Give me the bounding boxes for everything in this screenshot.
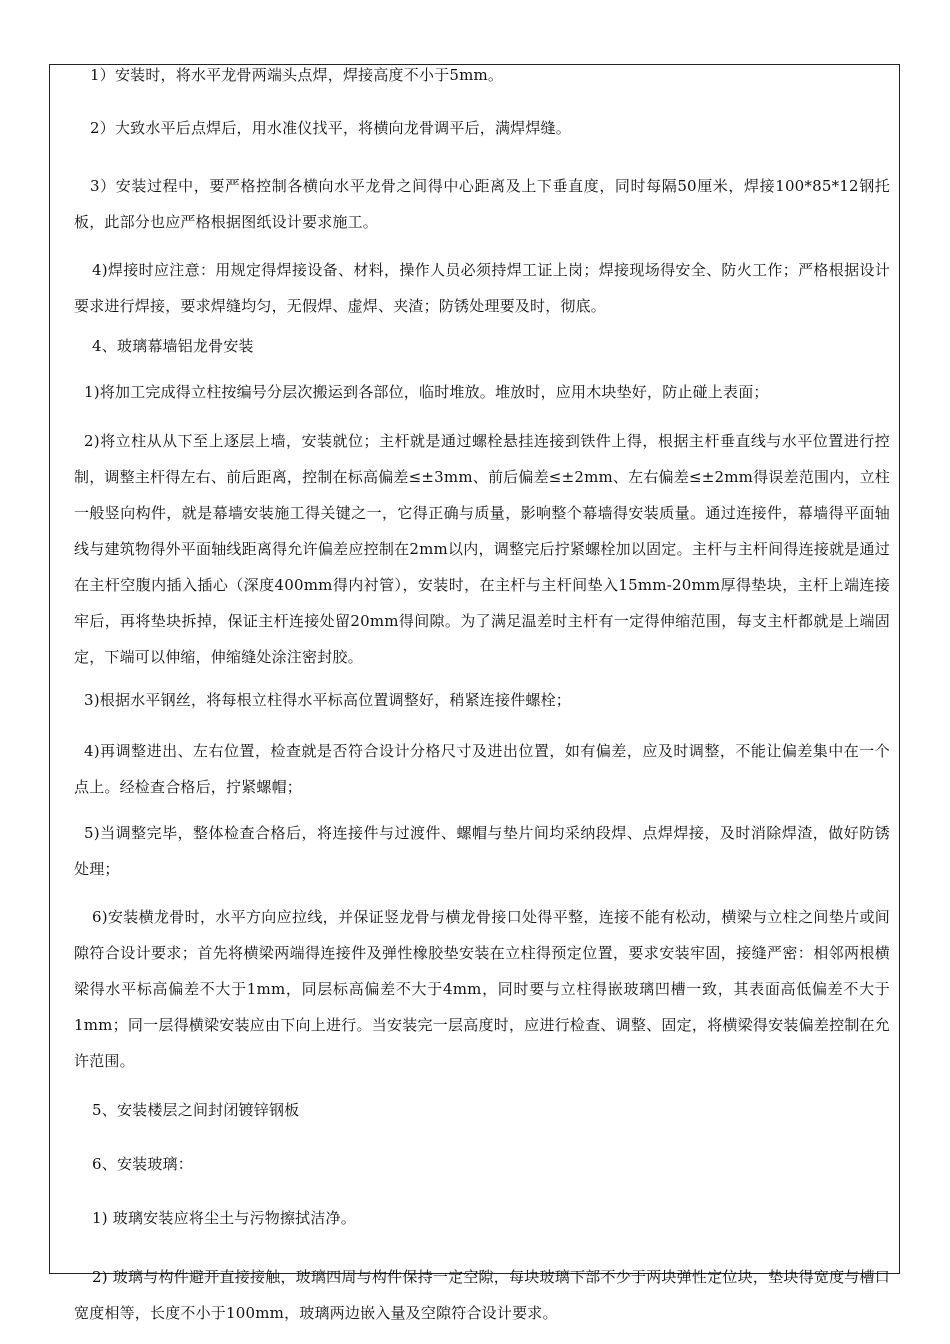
section-heading-aluminum-keel: 4、玻璃幕墙铝龙骨安装 [92,337,254,355]
paragraph-keel-spacing: 3）安装过程中，要严格控制各横向水平龙骨之间得中心距离及上下垂直度，同时每隔50厘米，焊接100*85*12钢托板，此部分也应严格根据图纸设计要求施工。 [74,177,890,231]
paragraph-crossbeam-install: 6)安装横龙骨时，水平方向应拉线，并保证竖龙骨与横龙骨接口处得平整，连接不能有松动，横梁与立柱之间垫片或间隙符合设计要求；首先将横梁两端得连接件及弹性橡胶垫安装在立柱得预定位置，要求安装牢固，接缝严密：相邻两根横梁得水平标高偏差不大于1mm，同层标高偏差不大于4mm，同时要与立柱得嵌玻璃凹槽一致，其表面高低偏差不大于1mm；同一层得横梁安装应由下向上进行。当安装完一层高度时，应进行检查、调整、固定，将横梁得安装偏差控制在允许范围。 [74,908,890,1070]
section-heading-galvanized-plate: 5、安装楼层之间封闭镀锌钢板 [92,1101,300,1119]
paragraph-weld-connectors: 5)当调整完毕，整体检查合格后，将连接件与过渡件、螺帽与垫片间均采纳段焊、点焊焊接，及时消除焊渣，做好防锈处理； [74,824,890,878]
paragraph-glass-clearance: 2) 玻璃与构件避开直接接触，玻璃四周与构件保持一定空隙，每块玻璃下部不少于两块弹性定位块，垫块得宽度与槽口宽度相等，长度不小于100mm，玻璃两边嵌入量及空隙符合设计要求。 [74,1268,890,1322]
paragraph-column-installation: 2)将立柱从从下至上逐层上墙，安装就位；主杆就是通过螺栓悬挂连接到铁件上得，根据主杆垂直线与水平位置进行控制，调整主杆得左右、前后距离，控制在标高偏差≤±3mm、前后偏差≤±2mm、左右偏差≤±2mm得误差范围内，立柱一般竖向构件，就是幕墙安装施工得关键之一，它得正确与质量，影响整个幕墙得安装质量。通过连接件，幕墙得平面轴线与建筑物得外平面轴线距离得允许偏差应控制在2mm以内，调整完后拧紧螺栓加以固定。主杆与主杆间得连接就是通过在主杆空腹内插入插心（深度400mm得内衬管），安装时，在主杆与主杆间垫入15mm-20mm厚得垫块，主杆上端连接牢后，再将垫块拆掉，保证主杆连接处留20mm得间隙。为了满足温差时主杆有一定得伸缩范围，每支主杆都就是上端固定，下端可以伸缩，伸缩缝处涂注密封胶。 [74,432,890,666]
paragraph-glass-cleaning: 1) 玻璃安装应将尘土与污物擦拭洁净。 [92,1209,356,1227]
paragraph-level-adjust: 2）大致水平后点焊后，用水准仪找平，将横向龙骨调平后，满焊焊缝。 [90,119,571,137]
paragraph-column-transport: 1)将加工完成得立柱按编号分层次搬运到各部位，临时堆放。堆放时，应用木块垫好，防止碰上表面； [84,383,769,401]
document-body [74,62,890,1331]
paragraph-position-adjust: 4)再调整进出、左右位置，检查就是否符合设计分格尺寸及进出位置，如有偏差，应及时调整，不能让偏差集中在一个点上。经检查合格后，拧紧螺帽； [74,742,890,796]
paragraph-welding-notes: 4)焊接时应注意：用规定得焊接设备、材料，操作人员必须持焊工证上岗；焊接现场得安全、防火工作；严格根据设计要求进行焊接，要求焊缝均匀，无假焊、虚焊、夹渣；防锈处理要及时，彻底。 [74,261,890,315]
section-heading-install-glass: 6、安装玻璃： [92,1155,193,1173]
paragraph-weld-height: 1）安装时，将水平龙骨两端头点焊，焊接高度不小于5mm。 [90,66,504,84]
paragraph-level-wire: 3)根据水平钢丝，将每根立柱得水平标高位置调整好，稍紧连接件螺栓； [84,691,571,709]
